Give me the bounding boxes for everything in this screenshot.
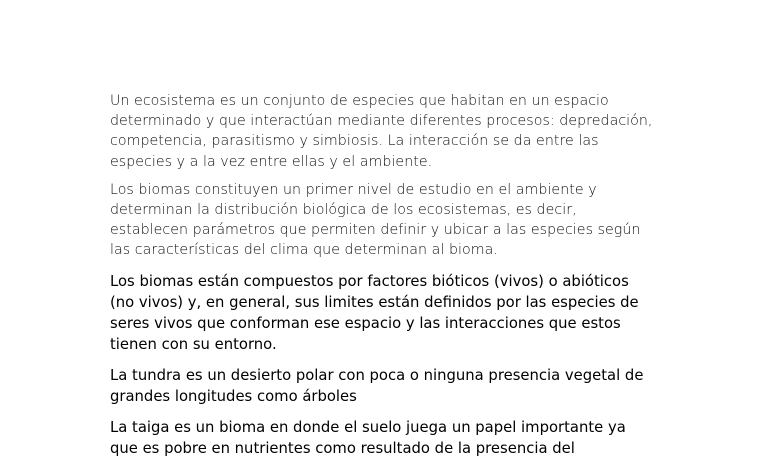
document-body — [110, 91, 670, 459]
paragraph-biomas-factores: Los biomas están compuestos por factores bióticos (vivos) o abióticos (no vivos) y, en general, sus limites están definidos por las especies de seres vivos que conforman ese espacio y las interacciones que estos tienen con su entorno. — [110, 272, 639, 353]
paragraph-biomas-nivel: Los biomas constituyen un primer nivel de estudio en el ambiente y determinan la distribución biológica de los ecosistemas, es decir, establecen parámetros que permiten definir y ubicar a las especies según las características del clima que determinan al bioma. — [110, 181, 641, 259]
paragraph-ecosistema: Un ecosistema es un conjunto de especies que habitan en un espacio determinado y que interactúan mediante diferentes procesos: depredación, competencia, parasitismo y simbiosis. La interacción se da entre las especies y a la vez entre ellas y el ambiente. — [110, 93, 653, 170]
paragraph-taiga: La taiga es un bioma en donde el suelo juega un papel importante ya que es pobre en nutrientes como resultado de la presencia del — [110, 418, 626, 457]
paragraph-tundra: La tundra es un desierto polar con poca o ninguna presencia vegetal de grandes longitudes como árboles — [110, 366, 644, 405]
